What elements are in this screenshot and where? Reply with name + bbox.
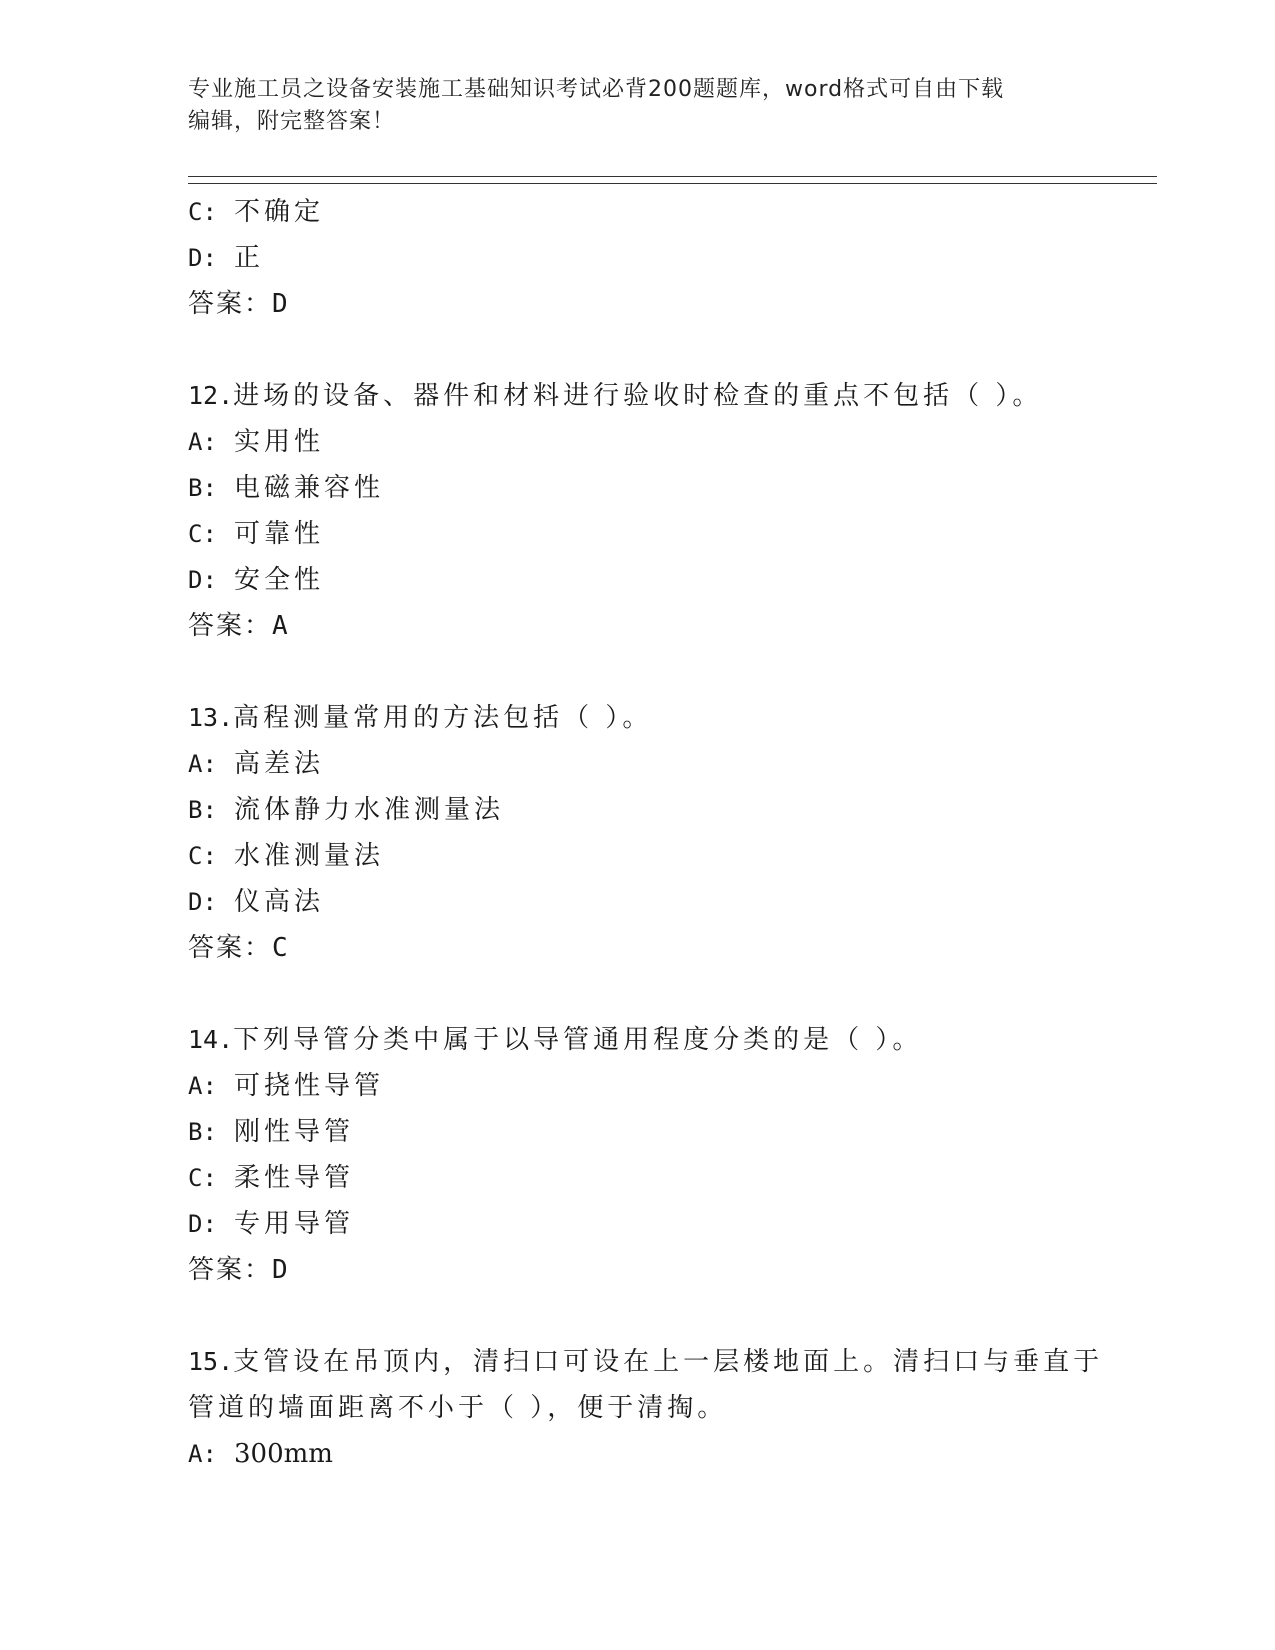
document-header (188, 74, 1088, 138)
option-letter: D: (188, 566, 217, 594)
answer-value: D (272, 1255, 289, 1285)
header-divider-top (188, 176, 1157, 177)
option-text: 正 (234, 243, 265, 273)
question-text: 下列导管分类中属于以导管通用程度分类的是（ ）。 (233, 1025, 923, 1055)
option-letter: C: (188, 1164, 217, 1192)
header-title-line-1: 专业施工员之设备安装施工基础知识考试必背200题题库，word格式可自由下载 (188, 77, 1005, 102)
question-stem (188, 1017, 1158, 1063)
answer-label: 答案： (188, 611, 273, 641)
option-letter: A: (188, 1072, 217, 1100)
option-row (188, 741, 1158, 787)
header-divider-bottom (188, 183, 1157, 184)
option-letter: C: (188, 842, 217, 870)
option-row (188, 1201, 1158, 1247)
option-text: 电磁兼容性 (234, 473, 385, 503)
question-stem (188, 695, 1158, 741)
answer-value: A (272, 611, 289, 641)
option-letter: A: (188, 1440, 217, 1468)
option-letter: D: (188, 1210, 217, 1238)
option-row (188, 787, 1158, 833)
spacer (188, 1293, 1158, 1339)
option-letter: B: (188, 1118, 217, 1146)
option-row (188, 465, 1158, 511)
question-stem-continued (188, 1385, 1158, 1431)
answer-row (188, 1247, 1158, 1293)
option-letter: D: (188, 244, 217, 272)
answer-row (188, 281, 1158, 327)
answer-label: 答案： (188, 1255, 273, 1285)
option-row (188, 1155, 1158, 1201)
option-text: 可挠性导管 (234, 1071, 385, 1101)
option-row (188, 557, 1158, 603)
question-text-line-1: 支管设在吊顶内，清扫口可设在上一层楼地面上。清扫口与垂直于 (233, 1347, 1104, 1377)
option-letter: B: (188, 796, 217, 824)
question-number: 12. (188, 381, 234, 410)
question-number: 13. (188, 703, 234, 732)
option-row (188, 1431, 1158, 1477)
option-letter: C: (188, 520, 217, 548)
option-letter: B: (188, 474, 217, 502)
option-text: 专用导管 (234, 1209, 355, 1239)
option-row (188, 511, 1158, 557)
spacer (188, 971, 1158, 1017)
option-text: 300mm (234, 1439, 333, 1469)
option-text: 不确定 (234, 197, 325, 227)
option-row (188, 1109, 1158, 1155)
option-text: 可靠性 (234, 519, 325, 549)
answer-row (188, 925, 1158, 971)
question-list (188, 189, 1158, 1477)
option-text: 刚性导管 (234, 1117, 355, 1147)
option-text: 水准测量法 (234, 841, 385, 871)
spacer (188, 649, 1158, 695)
option-letter: A: (188, 750, 217, 778)
option-row (188, 189, 1158, 235)
option-row (188, 235, 1158, 281)
answer-label: 答案： (188, 289, 273, 319)
question-text: 进场的设备、器件和材料进行验收时检查的重点不包括（ ）。 (233, 381, 1043, 411)
spacer (188, 327, 1158, 373)
option-text: 实用性 (234, 427, 325, 457)
option-row (188, 833, 1158, 879)
question-number: 14. (188, 1025, 234, 1054)
option-text: 高差法 (234, 749, 325, 779)
answer-row (188, 603, 1158, 649)
option-row (188, 1063, 1158, 1109)
header-title-line-2: 编辑，附完整答案！ (188, 109, 396, 134)
option-row (188, 879, 1158, 925)
answer-label: 答案： (188, 933, 273, 963)
option-text: 柔性导管 (234, 1163, 355, 1193)
answer-value: C (272, 933, 289, 963)
option-letter: D: (188, 888, 217, 916)
option-letter: A: (188, 428, 217, 456)
option-row (188, 419, 1158, 465)
question-stem (188, 1339, 1158, 1385)
question-text: 高程测量常用的方法包括（ ）。 (233, 703, 653, 733)
question-stem (188, 373, 1158, 419)
question-number: 15. (188, 1347, 234, 1376)
option-text: 仪高法 (234, 887, 325, 917)
answer-value: D (272, 289, 289, 319)
question-text-line-2: 管道的墙面距离不小于（ ），便于清掏。 (188, 1393, 728, 1423)
option-letter: C: (188, 198, 217, 226)
option-text: 安全性 (234, 565, 325, 595)
option-text: 流体静力水准测量法 (234, 795, 505, 825)
